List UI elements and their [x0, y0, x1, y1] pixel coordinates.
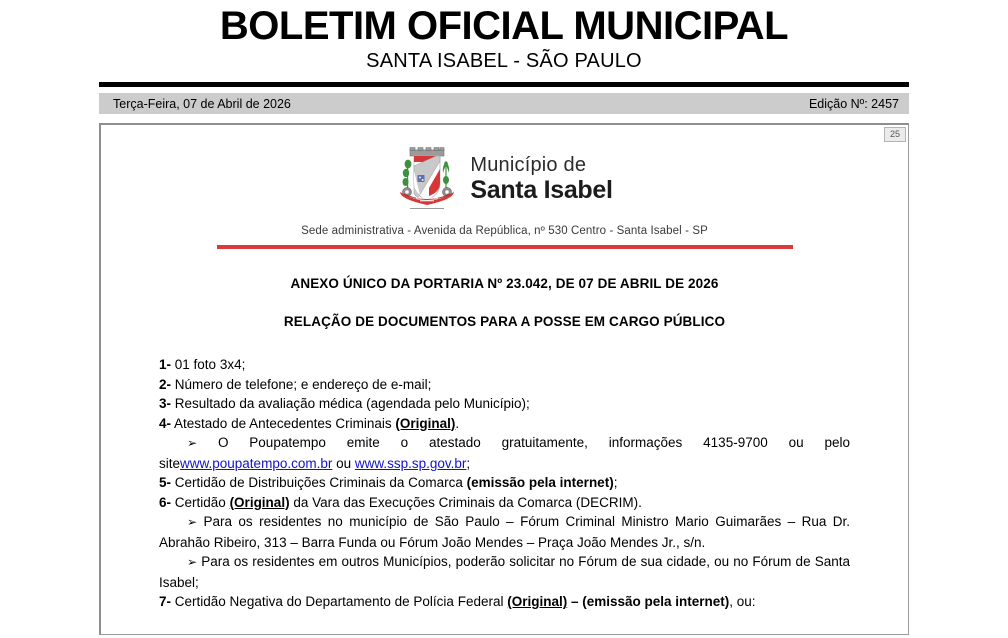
requirements-list — [159, 355, 850, 612]
original-emphasis: (Original) — [395, 415, 456, 431]
item-dash: – — [567, 594, 583, 609]
item-text: Número de telefone; e endereço de e-mail; — [174, 376, 432, 392]
sub-note — [159, 512, 850, 552]
list-item — [159, 375, 850, 395]
brand-row — [101, 147, 908, 213]
arrow-bullet-icon: ➢ — [187, 515, 198, 529]
document-page[interactable] — [99, 123, 909, 635]
sub-note-text: Para os residentes em outros Municípios, poderão solicitar no Fórum de sua cidade, ou no Fórum de Santa Isabel; — [159, 554, 850, 590]
list-item — [159, 355, 850, 375]
letterhead-red-divider — [217, 245, 793, 249]
emission-emphasis: (emissão pela internet) — [582, 594, 730, 609]
item-number: 1- — [159, 357, 172, 372]
arrow-bullet-icon: ➢ — [187, 555, 198, 569]
poupatempo-link[interactable]: www.poupatempo.com.br — [180, 455, 333, 471]
list-item — [159, 414, 850, 434]
item-text-end: , ou: — [729, 594, 756, 609]
list-item — [159, 493, 850, 513]
list-item — [159, 473, 850, 493]
wordmark-prefix: Município de — [470, 154, 587, 176]
item-text-end: . — [455, 415, 460, 431]
item-text: Atestado de Antecedentes Criminais — [174, 415, 396, 431]
emission-emphasis: (emissão pela internet) — [466, 475, 614, 490]
item-text: Certidão Negativa do Departamento de Polícia Federal — [174, 594, 508, 609]
item-text: Certidão de Distribuições Criminais da Comarca — [174, 475, 467, 490]
page-title: BOLETIM OFICIAL MUNICIPAL — [219, 4, 789, 48]
item-number: 4- — [159, 415, 172, 431]
sub-note — [159, 433, 850, 473]
page-number-badge: 25 — [884, 127, 906, 142]
sub-note-conjunction: ou — [332, 455, 355, 471]
item-text: Resultado da avaliação médica (agendada pelo Município); — [174, 396, 530, 411]
sub-note — [159, 552, 850, 592]
sub-note-text: Para os residentes no município de São Paulo – Fórum Criminal Ministro Mario Guimarães – Rua Dr. Abrahão Ribeiro, 313 – Barra Funda ou Fórum João Mendes – Praça João Mendes Jr., s/n. — [159, 514, 850, 550]
item-text-end: da Vara das Execuções Criminais da Comarca (DECRIM). — [289, 494, 642, 510]
item-number: 6- — [159, 494, 172, 510]
document-viewer[interactable] — [99, 123, 909, 635]
masthead-subtitle: SANTA ISABEL - SÃO PAULO — [366, 50, 642, 72]
list-item — [159, 394, 850, 414]
item-number: 5- — [159, 475, 172, 490]
publication-date: Terça-Feira, 07 de Abril de 2026 — [113, 96, 291, 111]
edition-bar — [99, 93, 909, 114]
annex-heading: ANEXO ÚNICO DA PORTARIA Nº 23.042, DE 07 DE ABRIL DE 2026 — [290, 276, 719, 291]
document-list-heading: RELAÇÃO DE DOCUMENTOS PARA A POSSE EM CARGO PÚBLICO — [283, 314, 726, 329]
item-text: Certidão — [174, 494, 230, 510]
sub-note-text: O Poupatempo emite o atestado gratuitamente, informações 4135-9700 ou pelo site — [159, 435, 850, 471]
item-number: 3- — [159, 396, 172, 411]
letterhead-address: Sede administrativa - Avenida da República, nº 530 Centro - Santa Isabel - SP — [301, 225, 708, 237]
masthead — [0, 0, 1008, 87]
arrow-bullet-icon: ➢ — [187, 436, 198, 450]
item-text: 01 foto 3x4; — [174, 357, 246, 372]
item-number: 2- — [159, 376, 172, 392]
wordmark-name: Santa Isabel — [470, 176, 613, 204]
item-number: 7- — [159, 594, 172, 609]
municipality-wordmark — [470, 154, 612, 206]
original-emphasis: (Original) — [507, 594, 568, 609]
ssp-link[interactable]: www.ssp.sp.gov.br — [354, 455, 467, 471]
masthead-divider — [99, 82, 909, 87]
letterhead — [101, 125, 908, 249]
item-text-end: ; — [613, 475, 618, 490]
sub-note-end: ; — [466, 455, 471, 471]
document-body — [101, 275, 908, 612]
edition-number: Edição Nº: 2457 — [808, 96, 899, 111]
list-item — [159, 592, 850, 612]
original-emphasis: (Original) — [229, 494, 290, 510]
santa-isabel-coat-of-arms-icon — [396, 147, 458, 213]
